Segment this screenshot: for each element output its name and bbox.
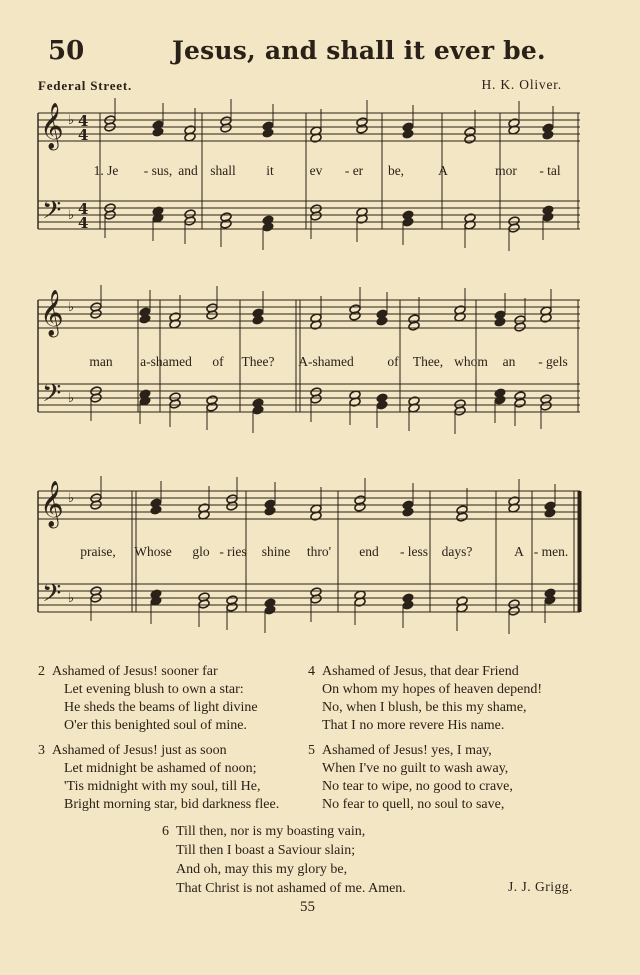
lyric-syllable: mor <box>495 163 517 178</box>
lyric-syllable: days? <box>441 544 473 559</box>
verse-6 <box>162 822 406 898</box>
verse-line: He sheds the beams of light divine <box>64 700 258 715</box>
lyric-syllable: of <box>212 354 224 369</box>
lyric-syllable: be, <box>387 163 405 178</box>
lyrics-line-2 <box>38 354 580 372</box>
flat-icon: ♭ <box>68 491 75 506</box>
verse-line: Ashamed of Jesus! yes, I may, <box>322 743 492 758</box>
verse-line: No fear to quell, no soul to save, <box>322 797 505 812</box>
verse-line: Bright morning star, bid darkness flee. <box>64 797 280 812</box>
lyric-syllable: ev <box>309 163 323 178</box>
flat-icon: ♭ <box>68 113 75 128</box>
lyric-syllable: man <box>89 354 113 369</box>
flat-icon: ♭ <box>68 391 75 406</box>
verse-5 <box>308 742 513 814</box>
lyric-syllable: - tal <box>539 163 561 178</box>
treble-clef-icon: 𝄞 <box>40 290 64 336</box>
verse-number: 6 <box>162 824 169 839</box>
bass-clef-icon: 𝄢 <box>42 579 62 614</box>
author: J. J. Grigg. <box>508 879 573 894</box>
lyric-syllable: a-shamed <box>140 354 192 369</box>
lyric-syllable: shall <box>210 163 236 178</box>
verse-line: And oh, may this my glory be, <box>176 862 348 877</box>
verse-line: No tear to wipe, no good to crave, <box>322 779 513 794</box>
lyric-syllable: - less <box>399 544 429 559</box>
time-signature: 4 <box>78 126 89 144</box>
verse-line: Ashamed of Jesus! sooner far <box>52 664 218 679</box>
lyric-syllable: - er <box>344 163 364 178</box>
lyric-syllable: end <box>359 544 379 559</box>
verse-line: Till then I boast a Saviour slain; <box>176 843 356 858</box>
bass-clef-icon: 𝄢 <box>42 379 62 414</box>
time-signature: 4 <box>78 112 89 130</box>
lyric-syllable: praise, <box>80 544 116 559</box>
composer: H. K. Oliver. <box>481 77 562 92</box>
lyric-syllable: and <box>178 163 198 178</box>
verse-line: Let evening blush to own a star: <box>64 682 244 697</box>
lyrics-line-1 <box>38 163 580 181</box>
verse-line: No, when I blush, be this my shame, <box>322 700 527 715</box>
flat-icon: ♭ <box>68 591 75 606</box>
verse-number: 4 <box>308 664 315 679</box>
lyric-syllable: 1. Je <box>93 163 119 178</box>
treble-clef-icon: 𝄞 <box>40 103 64 149</box>
lyric-syllable: - ries <box>219 544 247 559</box>
verse-line: Ashamed of Jesus! just as soon <box>52 743 227 758</box>
page-number: 55 <box>300 899 315 915</box>
lyric-syllable: A-shamed <box>298 354 354 369</box>
lyric-syllable: glo <box>192 544 210 559</box>
lyrics-line-3 <box>38 544 580 562</box>
verse-number: 3 <box>38 743 45 758</box>
tune-name: Federal Street. <box>38 78 133 93</box>
bass-clef-icon: 𝄢 <box>42 196 62 231</box>
lyric-syllable: of <box>387 354 399 369</box>
lyric-syllable: Thee? <box>241 354 275 369</box>
lyric-syllable: A <box>514 544 524 559</box>
lyric-syllable: an <box>502 354 516 369</box>
verse-line: When I've no guilt to wash away, <box>322 761 509 776</box>
verse-line: That I no more revere His name. <box>322 718 505 733</box>
verse-4 <box>308 663 543 735</box>
flat-icon: ♭ <box>68 300 75 315</box>
verse-line: That Christ is not ashamed of me. Amen. <box>176 881 406 896</box>
verse-line: Ashamed of Jesus, that dear Friend <box>322 664 519 679</box>
verse-line: Till then, nor is my boasting vain, <box>176 824 366 839</box>
verse-line: On whom my hopes of heaven depend! <box>322 682 543 697</box>
verse-3 <box>38 742 280 814</box>
treble-clef-icon: 𝄞 <box>40 481 64 527</box>
lyric-syllable: - men. <box>533 544 569 559</box>
lyric-syllable: A <box>438 163 448 178</box>
lyric-syllable: - gels <box>538 354 568 369</box>
hymn-title: Jesus, and shall it ever be. <box>172 36 546 65</box>
time-signature: 4 <box>78 200 89 218</box>
lyric-syllable: Thee, <box>412 354 444 369</box>
flat-icon: ♭ <box>68 208 75 223</box>
verse-number: 5 <box>308 743 315 758</box>
verse-line: Let midnight be ashamed of noon; <box>64 761 257 776</box>
hymn-number: 50 <box>48 36 85 66</box>
lyric-syllable: - sus, <box>143 163 173 178</box>
lyric-syllable: it <box>266 163 274 178</box>
lyric-syllable: whom <box>454 354 488 369</box>
verse-line: 'Tis midnight with my soul, till He, <box>64 779 261 794</box>
lyric-syllable: thro' <box>306 544 332 559</box>
lyric-syllable: Whose <box>134 544 172 559</box>
verse-number: 2 <box>38 664 45 679</box>
verse-2 <box>38 663 258 735</box>
lyric-syllable: shine <box>261 544 291 559</box>
verse-line: O'er this benighted soul of mine. <box>64 718 247 733</box>
time-signature: 4 <box>78 214 89 232</box>
